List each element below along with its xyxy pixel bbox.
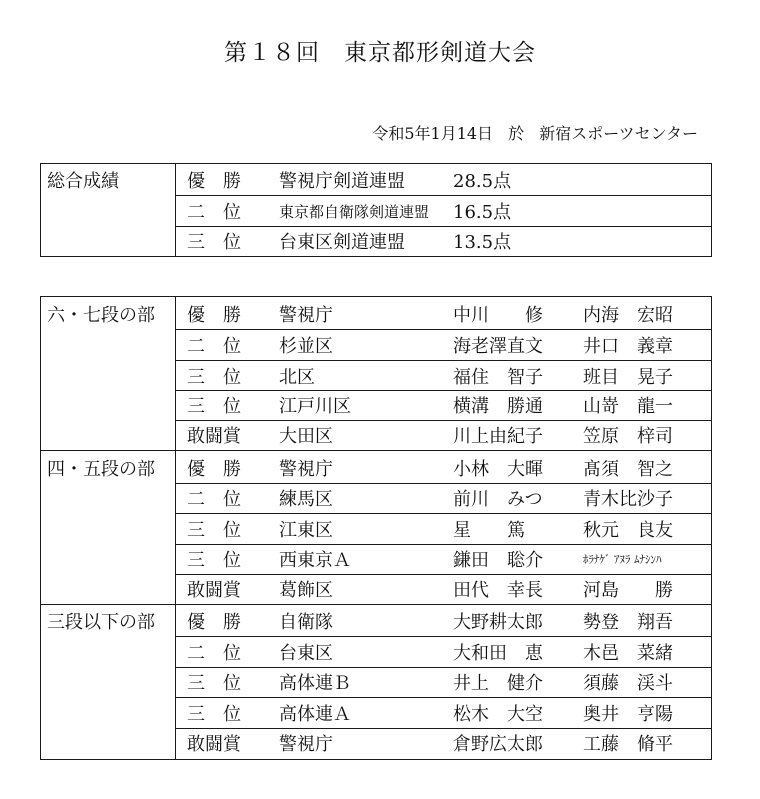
overall-row [41,226,711,256]
result-team: 警視庁 [279,459,333,480]
result-row [41,330,711,360]
result-team: 江戸川区 [279,396,351,417]
result-player-1: 鎌田 聡介 [453,550,543,571]
result-player-2: ﾎﾗﾅｹﾞ ｱﾇﾗ ﾑﾅｼﾝﾊ [583,553,662,566]
overall-rank: 優 勝 [187,171,241,192]
result-player-2: 工藤 脩平 [583,734,673,755]
result-row [41,637,711,667]
result-team: 警視庁 [279,734,333,755]
result-row [41,299,711,329]
result-rank: 優 勝 [187,459,241,480]
section-divider [41,450,711,451]
overall-label: 総合成績 [47,171,119,192]
result-player-2: 井口 義章 [583,336,673,357]
result-rank: 二 位 [187,336,241,357]
result-rank: 敢闘賞 [187,580,241,601]
overall-row [41,165,711,195]
result-row [41,606,711,636]
result-player-2: 勢登 翔吾 [583,612,673,633]
result-row [41,728,711,758]
result-rank: 三 位 [187,396,241,417]
result-row [41,390,711,420]
result-player-1: 小林 大暉 [453,459,543,480]
result-row [41,514,711,544]
result-player-2: 奥井 亨陽 [583,704,673,725]
result-row [41,667,711,697]
venue-prefix: 於 [508,124,525,143]
result-player-1: 大和田 恵 [453,643,543,664]
section-label: 六・七段の部 [47,305,155,326]
result-row [41,420,711,450]
result-player-1: 横溝 勝通 [453,396,543,417]
result-player-1: 倉野広太郎 [453,734,543,755]
section-results-table [40,296,712,760]
result-player-1: 松木 大空 [453,704,543,725]
result-row [41,453,711,483]
result-player-2: 笠原 梓司 [583,426,673,447]
result-rank: 二 位 [187,489,241,510]
result-rank: 三 位 [187,673,241,694]
result-row [41,483,711,513]
result-rank: 敢闘賞 [187,426,241,447]
section-divider [41,604,711,605]
result-team: 北区 [279,367,315,388]
result-team: 西東京Ａ [279,550,351,571]
overall-results-table [40,163,712,257]
event-venue: 新宿スポーツセンター [539,124,698,143]
event-dateline [372,121,698,144]
result-rank: 三 位 [187,367,241,388]
result-row [41,698,711,728]
overall-rank: 三 位 [187,232,241,253]
result-player-1: 中川 修 [453,305,543,326]
overall-score: 28.5点 [453,171,512,192]
result-team: 警視庁 [279,305,333,326]
result-rank: 優 勝 [187,612,241,633]
page-title: 第１８回 東京都形剣道大会 [224,40,536,66]
result-player-1: 星 篤 [453,520,525,541]
result-player-2: 山嵜 龍一 [583,396,673,417]
result-player-2: 内海 宏昭 [583,305,673,326]
result-team: 高体連Ａ [279,704,351,725]
result-team: 自衛隊 [279,612,333,633]
result-rank: 三 位 [187,704,241,725]
result-player-1: 田代 幸長 [453,580,543,601]
result-player-1: 前川 みつ [453,489,543,510]
result-rank: 敢闘賞 [187,734,241,755]
result-team: 杉並区 [279,336,333,357]
result-row [41,361,711,391]
result-team: 葛飾区 [279,580,333,601]
result-player-2: 秋元 良友 [583,520,673,541]
result-player-1: 井上 健介 [453,673,543,694]
result-row [41,544,711,574]
result-player-1: 福住 智子 [453,367,543,388]
result-player-2: 河島 勝 [583,580,673,601]
overall-row [41,196,711,226]
event-date: 令和5年1月14日 [372,124,494,143]
result-player-1: 大野耕太郎 [453,612,543,633]
result-rank: 優 勝 [187,305,241,326]
result-player-1: 川上由紀子 [453,426,543,447]
result-team: 江東区 [279,520,333,541]
overall-rank: 二 位 [187,202,241,223]
section-label: 四・五段の部 [47,459,155,480]
result-team: 高体連Ｂ [279,673,351,694]
result-team: 大田区 [279,426,333,447]
result-player-2: 青木比沙子 [583,489,673,510]
section-label: 三段以下の部 [47,612,155,633]
result-player-2: 須藤 渓斗 [583,673,673,694]
result-team: 台東区 [279,643,333,664]
overall-score: 13.5点 [453,232,512,253]
result-player-2: 髙須 智之 [583,459,673,480]
result-team: 練馬区 [279,489,333,510]
result-rank: 二 位 [187,643,241,664]
overall-team: 台東区剣道連盟 [279,232,405,253]
result-player-2: 木邑 菜緒 [583,643,673,664]
result-row [41,574,711,604]
result-player-1: 海老澤直文 [453,336,543,357]
result-rank: 三 位 [187,550,241,571]
result-player-2: 班目 晃子 [583,367,673,388]
overall-team: 警視庁剣道連盟 [279,171,405,192]
overall-score: 16.5点 [453,202,512,223]
result-rank: 三 位 [187,520,241,541]
overall-team: 東京都自衛隊剣道連盟 [279,202,430,221]
